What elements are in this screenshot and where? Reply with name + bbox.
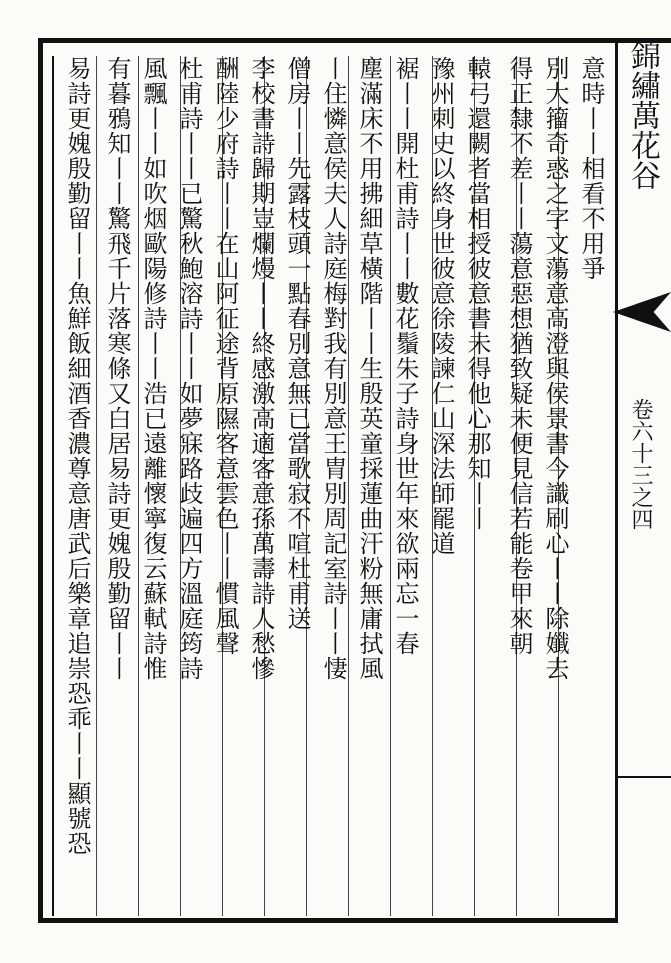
right-border bbox=[615, 38, 618, 923]
text-column: 酬陸少府詩丨丨在山阿征途背原隰客意雲色丨丨慣風聲 bbox=[211, 56, 239, 656]
fish-tail-ornament bbox=[613, 292, 671, 332]
volume-label: 卷六十三之四 bbox=[628, 398, 653, 530]
text-column: 意時丨丨相看不用爭 bbox=[577, 56, 605, 281]
column-rule bbox=[348, 56, 349, 916]
text-column: 得正隸不差丨丨蕩意惡想猶致疑未便見信若能卷甲來朝 bbox=[505, 56, 533, 656]
text-column: 丨住憐意侯夫人詩庭梅對我有別意王胄別周記室詩丨丨悽 bbox=[319, 56, 347, 681]
text-column: 風飄丨丨如吹烟歐陽修詩丨丨浩已遠離懷寧復云蘇軾詩惟 bbox=[139, 56, 167, 681]
text-column: 塵滿床不用拂細草橫階丨丨生殷英童採蓮曲汗粉無庸拭風 bbox=[355, 56, 383, 681]
bottom-border bbox=[38, 918, 618, 923]
margin-divider bbox=[618, 776, 671, 778]
book-title: 錦繡萬花谷 bbox=[625, 40, 660, 190]
text-column: 有暮鴉知丨丨驚飛千片落寒條又白居易詩更媿殷勤留丨丨 bbox=[103, 56, 131, 681]
text-column: 轅弓還闕者當相授彼意書未得他心那知丨丨 bbox=[463, 56, 491, 531]
text-column: 豫州刺史以終身世彼意徐陵諫仁山深法師罷道 bbox=[427, 56, 455, 556]
text-column: 裾丨丨開杜甫詩丨丨數花鬚朱子詩身世年來欲兩忘一春 bbox=[391, 56, 419, 656]
text-column: 李校書詩歸期豈爛熳丨丨終感激高適客意孫萬壽詩人愁慘 bbox=[247, 56, 275, 681]
text-column: 杜甫詩丨丨已驚秋鮑溶詩丨丨如夢寐路歧遍四方溫庭筠詩 bbox=[175, 56, 203, 681]
top-border bbox=[38, 38, 671, 43]
left-border bbox=[38, 38, 43, 923]
left-inner-border bbox=[52, 56, 54, 916]
text-column: 別大籀奇惑之字文蕩意高澄與侯景書今識刷心丨丨除孅去 bbox=[541, 56, 569, 681]
text-column: 僧房丨丨先露枝頭一點春別意無已當歌寂不喧杜甫送 bbox=[283, 56, 311, 631]
column-rule bbox=[96, 56, 97, 916]
text-column: 易詩更媿殷勤留丨丨魚鮮飯細酒香濃尊意唐武后樂章追崇恐乖丨丨顯號恐 bbox=[63, 56, 91, 856]
